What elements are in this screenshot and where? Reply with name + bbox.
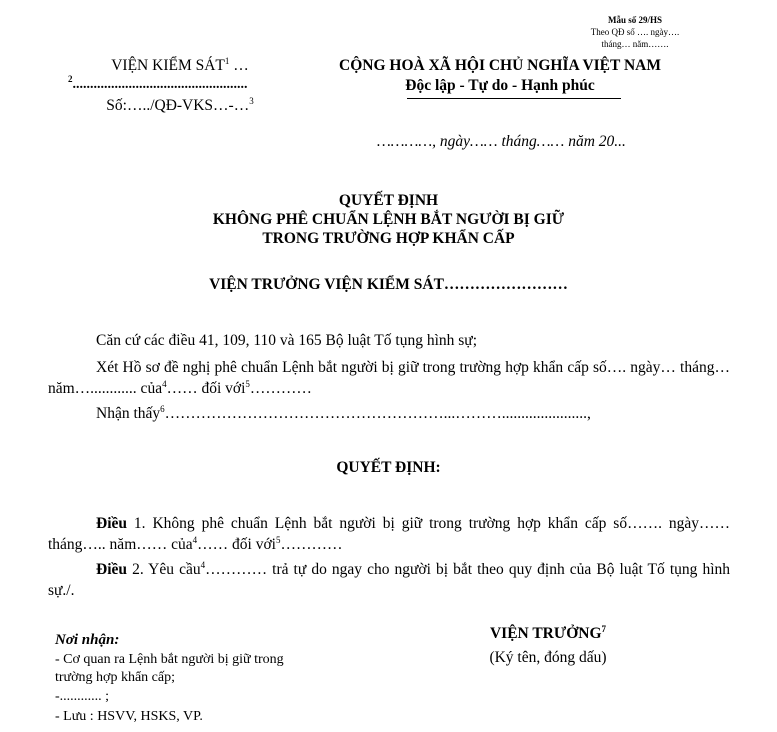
legal-basis: Căn cứ các điều 41, 109, 110 và 165 Bộ luật Tố tụng hình sự; bbox=[96, 332, 477, 349]
unit-placeholder: .................................................. bbox=[72, 77, 248, 92]
dossier-text: Xét Hồ sơ đề nghị phê chuẩn Lệnh bắt người bị giữ trong trường hợp khẩn cấp số…. ngày… tháng… năm…............ của bbox=[48, 359, 730, 397]
footnote-ref: 7 bbox=[601, 624, 607, 634]
issuing-authority: VIỆN TRƯỞNG VIỆN KIỂM SÁT…………………… bbox=[209, 276, 568, 293]
footnote-ref: 4 bbox=[162, 379, 167, 389]
findings-label: Nhận thấy bbox=[96, 405, 161, 422]
form-number: Mẫu số 29/HS bbox=[607, 15, 662, 25]
article-2 bbox=[48, 559, 730, 601]
dossier-text: ………… bbox=[249, 380, 312, 397]
dossier-review bbox=[48, 357, 730, 399]
footnote-ref: 3 bbox=[249, 96, 254, 106]
dossier-text: …… đối với bbox=[166, 380, 246, 397]
form-number-note bbox=[555, 14, 715, 50]
date-line: …………, ngày…… tháng…… năm 20... bbox=[377, 133, 626, 150]
footnote-ref: 6 bbox=[160, 404, 165, 414]
article-text: 1. Không phê chuẩn Lệnh bắt người bị giữ trong trường hợp khẩn cấp số……. ngày…… tháng….. năm…… của bbox=[48, 515, 730, 553]
article-label: Điều bbox=[96, 515, 127, 532]
document-number bbox=[40, 97, 320, 115]
agency-tail: … bbox=[229, 57, 249, 74]
findings-text: ………………………………………………...………......................, bbox=[164, 405, 591, 422]
findings bbox=[48, 403, 730, 424]
article-text: …… đối với bbox=[197, 536, 276, 553]
form-reference-date: tháng… năm……. bbox=[601, 39, 669, 49]
signatory-title bbox=[480, 625, 616, 643]
unit-name bbox=[68, 74, 248, 93]
agency-label: VIỆN KIỂM SÁT bbox=[111, 57, 225, 74]
country-name: CỘNG HOÀ XÃ HỘI CHỦ NGHĨA VIỆT NAM bbox=[339, 57, 661, 74]
agency-name bbox=[40, 57, 320, 75]
recipient-item: - Cơ quan ra Lệnh bắt người bị giữ trong bbox=[55, 652, 284, 667]
footnote-ref: 4 bbox=[200, 560, 206, 570]
article-text: 2. Yêu cầu bbox=[127, 561, 201, 578]
document-title-line2: KHÔNG PHÊ CHUẨN LỆNH BẮT NGƯỜI BỊ GIỮ bbox=[212, 211, 565, 228]
footnote-ref: 2 bbox=[68, 74, 73, 84]
footnote-ref: 4 bbox=[192, 535, 198, 545]
recipient-item: -............ ; bbox=[55, 689, 110, 704]
form-reference: Theo QĐ số …. ngày…. bbox=[590, 27, 680, 37]
document-title: QUYẾT ĐỊNH bbox=[338, 192, 439, 209]
footnote-ref: 1 bbox=[224, 56, 230, 66]
article-1 bbox=[48, 513, 730, 555]
document-title-line3: TRONG TRƯỜNG HỢP KHẨN CẤP bbox=[262, 230, 515, 247]
decision-heading: QUYẾT ĐỊNH: bbox=[336, 459, 441, 476]
recipient-item-cont: trường hợp khẩn cấp; bbox=[55, 670, 175, 685]
national-motto: Độc lập - Tự do - Hạnh phúc bbox=[405, 77, 595, 94]
recipient-item: - Lưu : HSVV, HSKS, VP. bbox=[55, 709, 203, 724]
footnote-ref: 5 bbox=[275, 535, 281, 545]
signatory-label: VIỆN TRƯỞNG bbox=[489, 625, 602, 642]
article-text: ………… bbox=[280, 536, 343, 553]
motto-underline bbox=[407, 98, 621, 99]
document-number-text: Số:…../QĐ-VKS…-… bbox=[106, 97, 250, 114]
recipients-heading: Nơi nhận: bbox=[55, 632, 120, 648]
article-text: ………… trả tự do ngay cho người bị bắt theo quy định của Bộ luật Tố tụng hình sự./. bbox=[48, 561, 730, 599]
footnote-ref: 5 bbox=[245, 379, 250, 389]
article-label: Điều bbox=[96, 561, 127, 578]
signature-note: (Ký tên, đóng dấu) bbox=[489, 649, 607, 666]
